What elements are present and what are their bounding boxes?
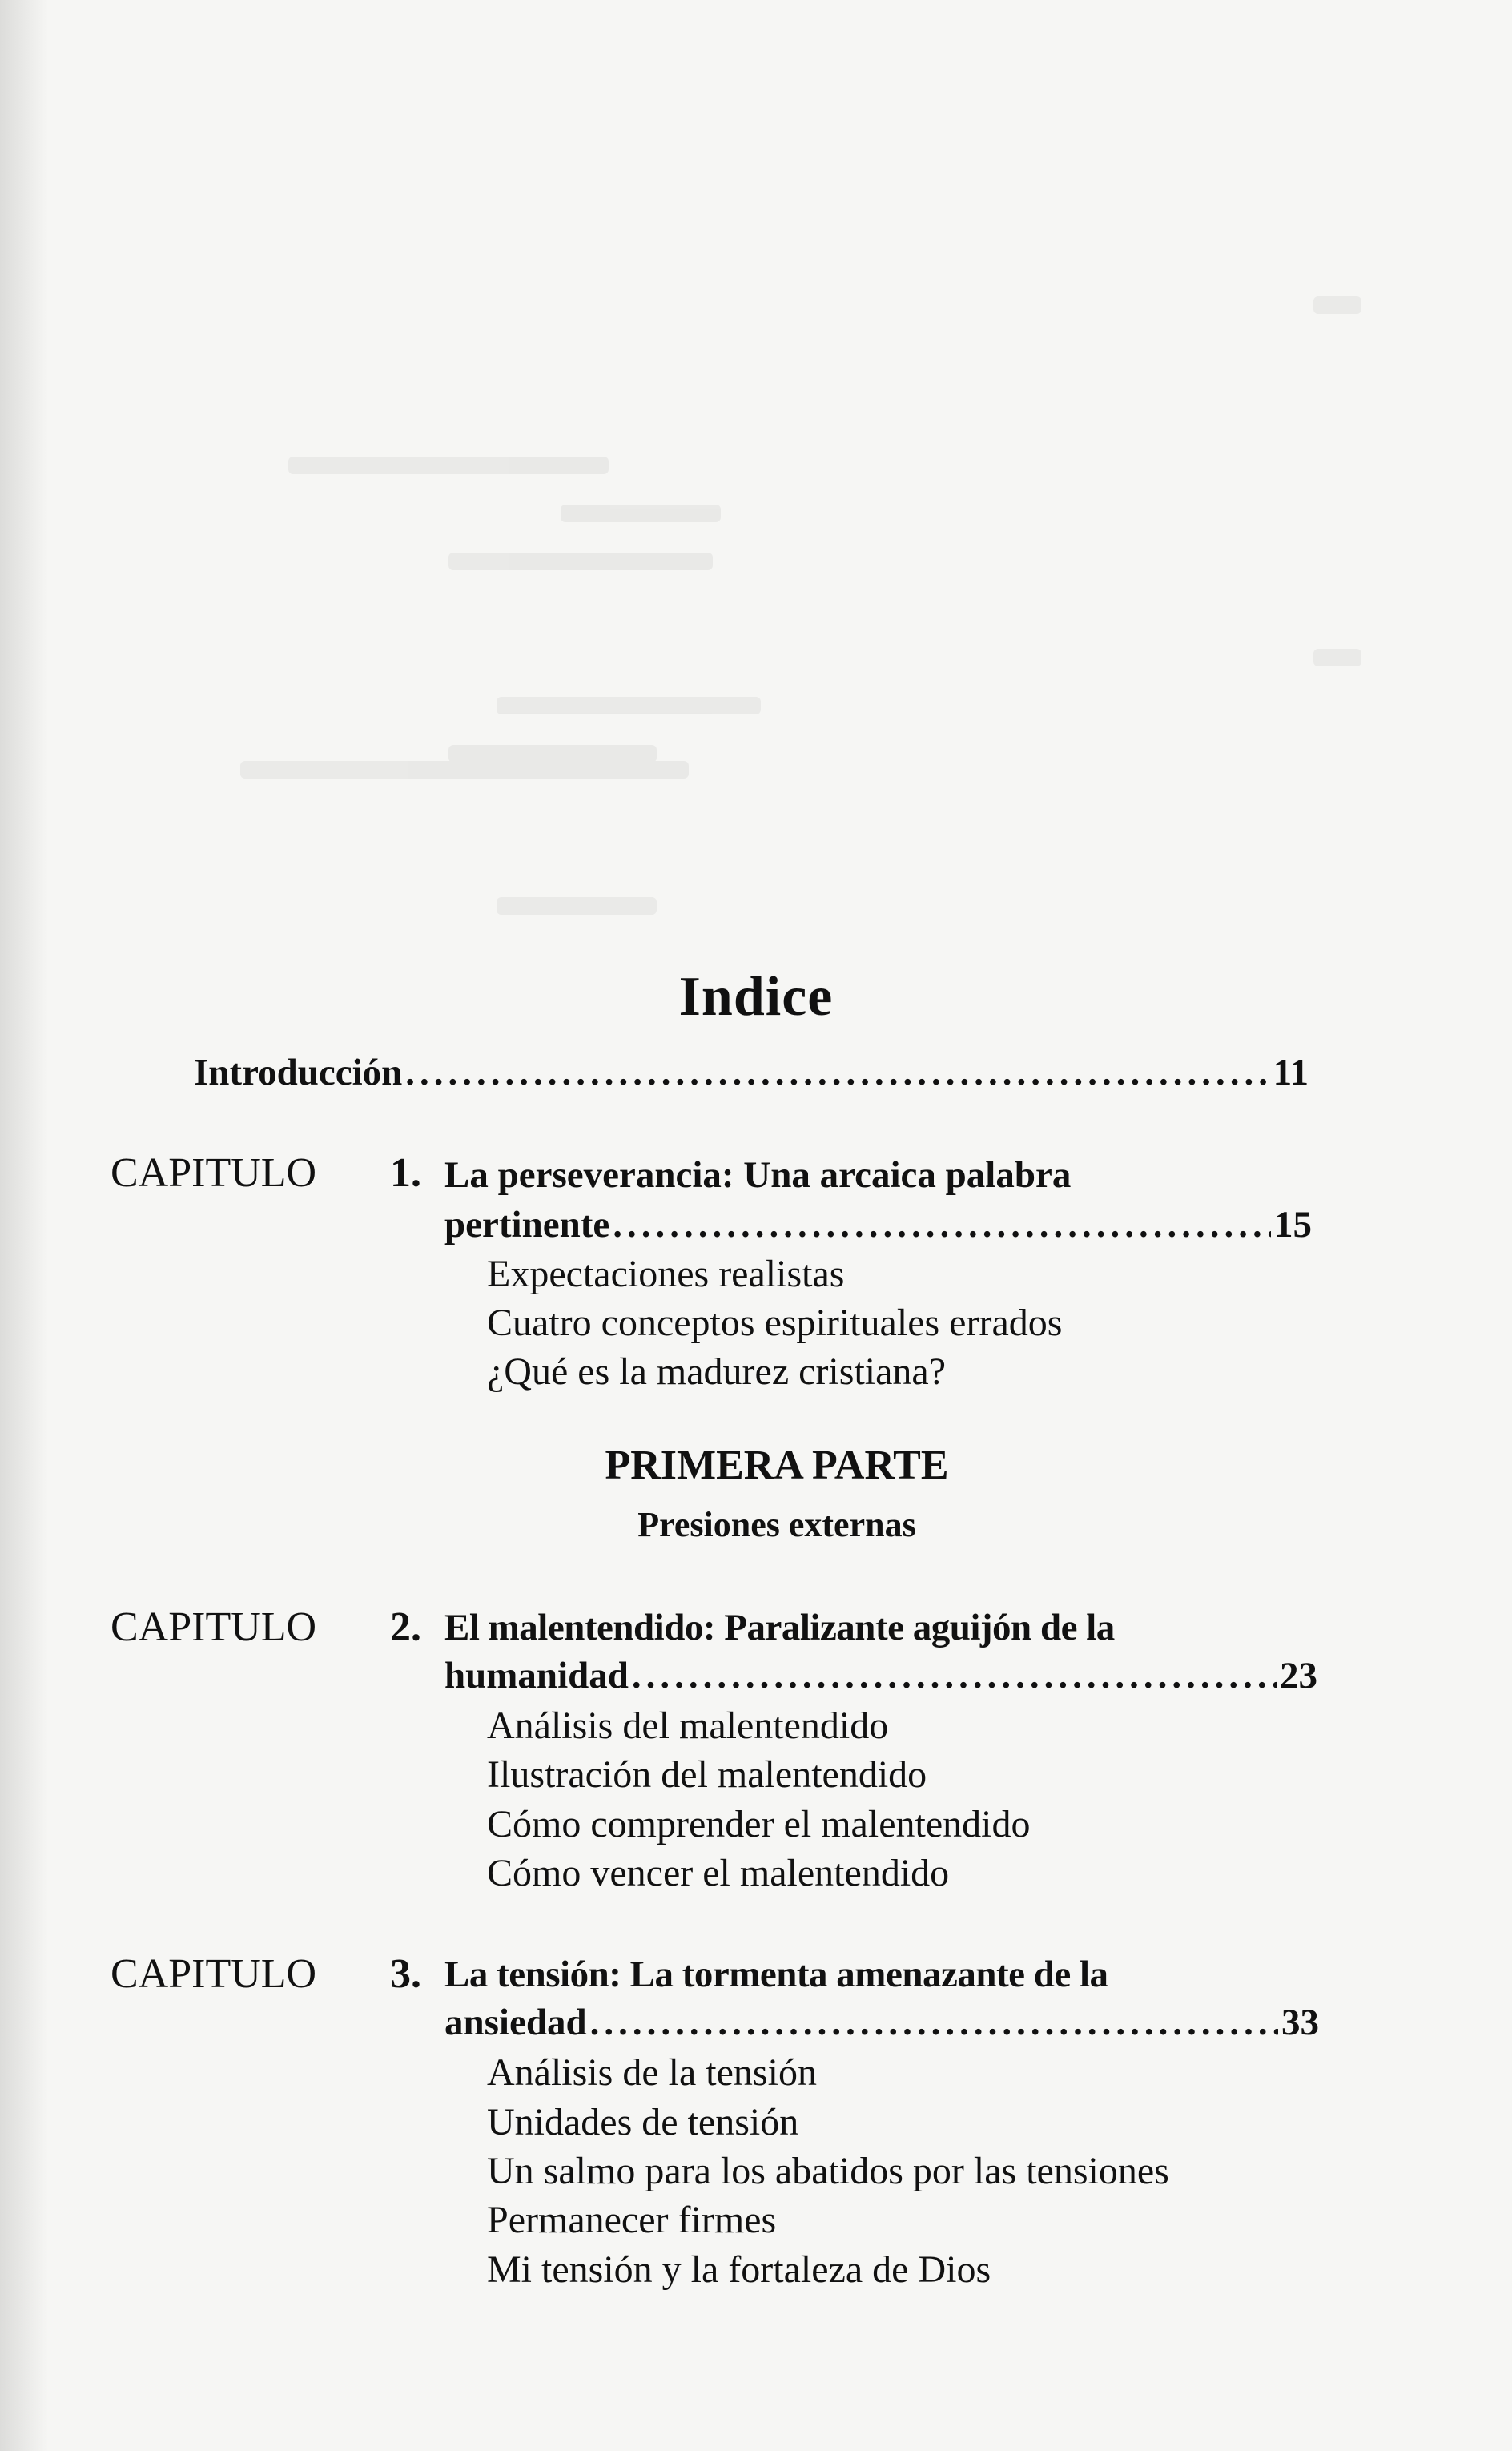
chapter-1-page: 15 <box>1274 1204 1312 1246</box>
chapter-3-title: La tensión: La tormenta amenazante de la <box>444 1954 1108 1995</box>
chapter-1-section: ¿Qué es la madurez cristiana? <box>487 1350 947 1393</box>
chapter-1-number: 1. <box>390 1150 421 1196</box>
chapter-2-title: El malentendido: Paralizante aguijón de la <box>444 1607 1115 1648</box>
part-subtitle: Presiones externas <box>637 1505 916 1544</box>
chapter-2-title-line2 <box>444 1654 1317 1697</box>
chapter-2-section: Cómo vencer el malentendido <box>487 1852 950 1894</box>
show-through-text <box>0 0 1512 1041</box>
chapter-2-section: Ilustración del malentendido <box>487 1753 927 1796</box>
chapter-3-title-end: ansiedad <box>444 2002 587 2043</box>
dot-leader <box>590 2001 1278 2044</box>
chapter-3-section: Un salmo para los abatidos por las tensiones <box>487 2150 1169 2192</box>
chapter-3-section: Permanecer firmes <box>487 2199 777 2241</box>
chapter-3-page: 33 <box>1281 2002 1319 2043</box>
dot-leader <box>613 1203 1271 1246</box>
toc-entry-introduction <box>194 1051 1309 1094</box>
chapter-3-section: Mi tensión y la fortaleza de Dios <box>487 2248 991 2291</box>
dot-leader <box>405 1051 1269 1094</box>
chapter-3-title-line2 <box>444 2001 1319 2044</box>
chapter-2-page: 23 <box>1280 1655 1317 1696</box>
chapter-2-section: Análisis del malentendido <box>487 1704 889 1747</box>
chapter-2-title-end: humanidad <box>444 1655 629 1696</box>
chapter-3-number: 3. <box>390 1951 421 1997</box>
page-title: Indice <box>678 966 834 1028</box>
chapter-3-section: Unidades de tensión <box>487 2101 799 2143</box>
chapter-2-label: CAPITULO <box>111 1604 317 1650</box>
dot-leader <box>632 1654 1277 1697</box>
chapter-1-title-end: pertinente <box>444 1204 610 1246</box>
chapter-1-title-line2 <box>444 1203 1312 1246</box>
part-title: PRIMERA PARTE <box>605 1443 949 1488</box>
introduction-label: Introducción <box>194 1052 403 1093</box>
chapter-3-label: CAPITULO <box>111 1951 317 1997</box>
chapter-1-section: Expectaciones realistas <box>487 1253 845 1295</box>
chapter-2-section: Cómo comprender el malentendido <box>487 1803 1031 1845</box>
chapter-1-section: Cuatro conceptos espirituales errados <box>487 1302 1063 1344</box>
chapter-2-number: 2. <box>390 1604 421 1650</box>
chapter-1-title: La perseverancia: Una arcaica palabra <box>444 1154 1072 1196</box>
chapter-1-label: CAPITULO <box>111 1150 317 1196</box>
introduction-page: 11 <box>1273 1052 1309 1093</box>
chapter-3-section: Análisis de la tensión <box>487 2051 817 2094</box>
page-edge-shadow <box>0 0 48 2451</box>
